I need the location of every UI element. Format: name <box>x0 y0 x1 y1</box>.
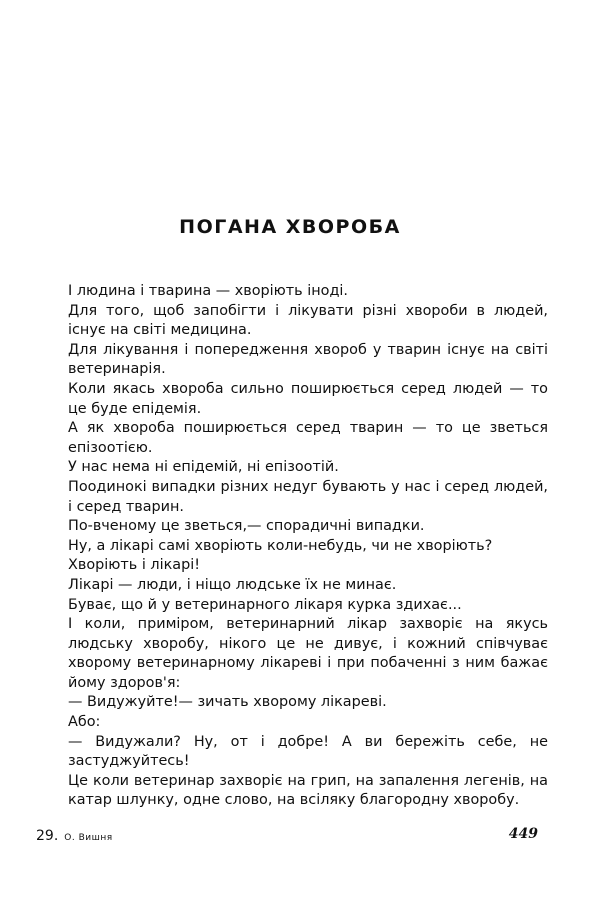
paragraph: Лікарі — люди, і ніщо людське їх не минає. <box>68 576 397 593</box>
signature-name: О. Вишня <box>64 833 113 843</box>
paragraph: — Видужуйте!— зичать хворому лікареві. <box>68 694 387 711</box>
paragraph: Ну, а лікарі самі хворіють коли-небудь, чи не хворіють? <box>68 537 493 554</box>
page-number: 449 <box>508 826 538 842</box>
paragraph: Або: <box>68 714 101 731</box>
paragraph: Хворіють і лікарі! <box>68 557 201 574</box>
paragraph: Поодинокі випадки різних недуг бувають у нас і серед людей, і серед тварин. <box>68 478 548 515</box>
paragraph: Це коли ветеринар захворіє на грип, на запалення легенів, на катар шлунку, одне слово, на всіляку благородну хворобу. <box>68 772 548 809</box>
paragraph: І коли, приміром, ветеринарний лікар захворіє на якусь людську хворобу, нікого це не дивує, і кожний співчуває хворому ветеринарному лікареві і при побаченні з ним бажає йому здоров'я: <box>68 616 548 691</box>
printer-signature <box>36 828 113 844</box>
paragraph: І людина і тварина — хворіють іноді. <box>68 283 348 299</box>
signature-number: 29. <box>36 828 59 844</box>
chapter-body <box>68 282 548 811</box>
paragraph: По-вченому це зветься,— спорадичні випадки. <box>68 518 425 535</box>
chapter-title: ПОГАНА ХВОРОБА <box>179 216 401 238</box>
paragraph: Буває, що й у ветеринарного лікаря курка здихає... <box>68 596 462 613</box>
paragraph: Для того, щоб запобігти і лікувати різні хвороби в людей, існує на світі медицина. <box>68 302 548 339</box>
paragraph: У нас нема ні епідемій, ні епізоотій. <box>68 459 339 476</box>
paragraph: Для лікування і попередження хвороб у тварин існує на світі ветеринарія. <box>68 341 548 378</box>
paragraph: Коли якась хвороба сильно поширюється серед людей — то це буде епідемія. <box>68 380 548 417</box>
paragraph: А як хвороба поширюється серед тварин — то це зветься епізоотією. <box>68 420 548 456</box>
paragraph: — Видужали? Ну, от і добре! А ви бережіть себе, не застуджуйтесь! <box>68 733 548 770</box>
